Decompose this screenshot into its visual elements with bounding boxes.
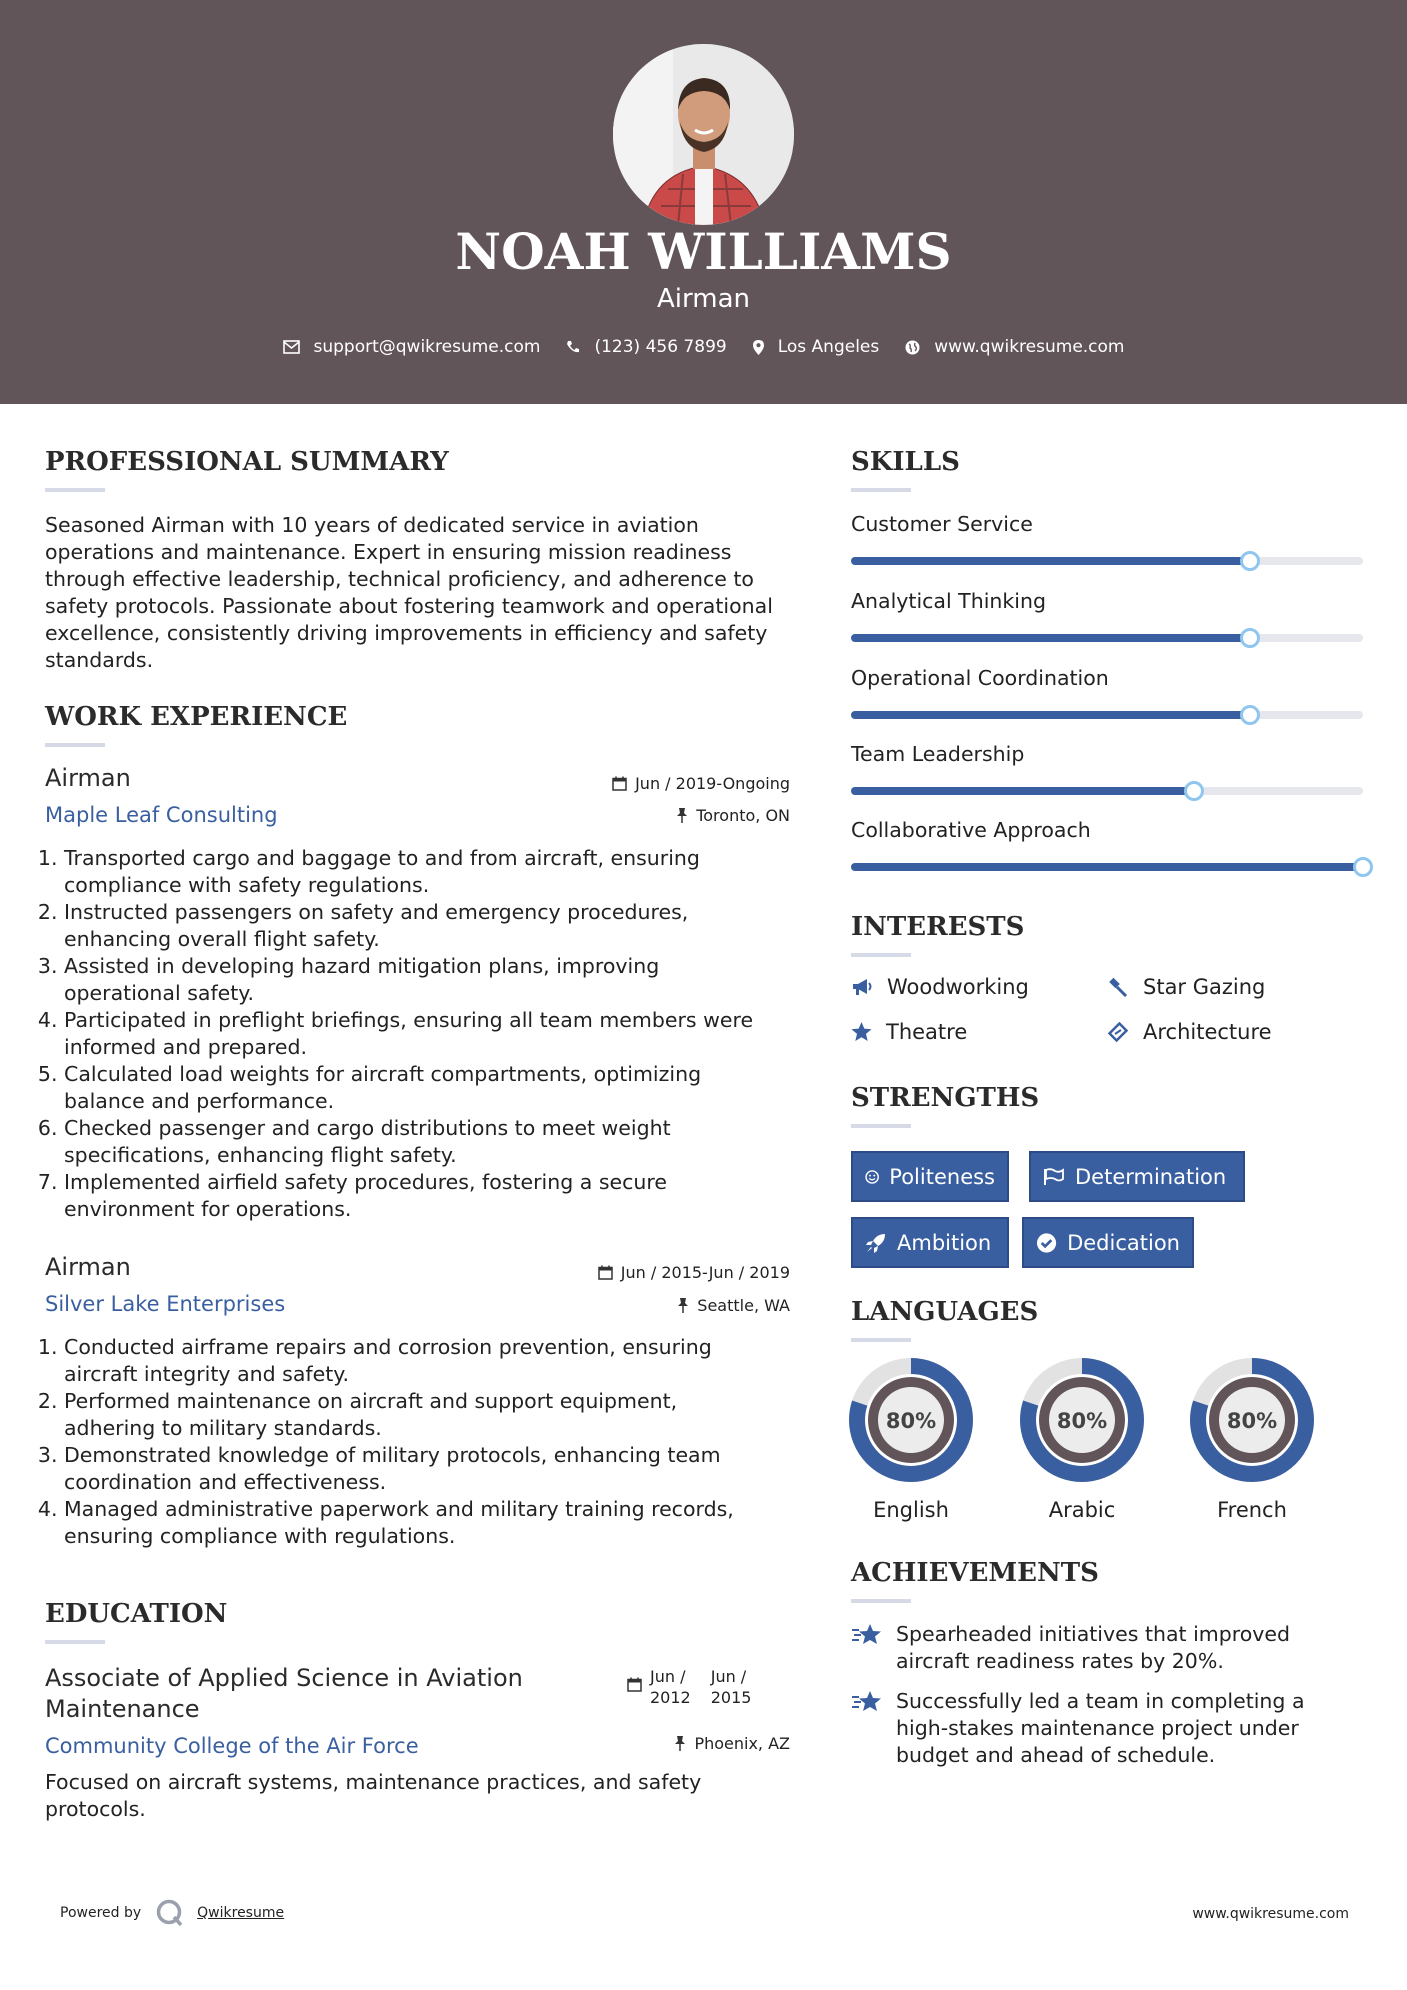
skill-bar-fill <box>851 634 1250 642</box>
job-location-text: Toronto, ON <box>696 806 790 825</box>
list-item <box>64 1007 805 1061</box>
skill-bar-knob <box>1353 857 1373 877</box>
star-badge-icon <box>851 1688 884 1716</box>
bullet-line: compliance with safety regulations. <box>64 873 430 897</box>
skill-bar-fill <box>851 711 1250 719</box>
language-name: Arabic <box>1048 1498 1116 1522</box>
language-percent: 80% <box>885 1409 937 1433</box>
achievements-heading: ACHIEVEMENTS <box>851 1558 1099 1588</box>
summary-line: safety protocols. Passionate about fostering teamwork and operational <box>45 594 773 618</box>
education-desc-line: protocols. <box>45 1797 146 1821</box>
bullet-line: coordination and effectiveness. <box>64 1470 387 1494</box>
summary-line: Seasoned Airman with 10 years of dedicated service in aviation <box>45 513 699 537</box>
calendar-icon <box>627 1677 642 1692</box>
list-item <box>64 1388 805 1442</box>
strength-label: Ambition <box>897 1230 992 1255</box>
list-item <box>64 1496 805 1550</box>
education-start-year: 2012 <box>650 1688 691 1707</box>
skill-bar-track <box>851 711 1363 719</box>
company-name: Maple Leaf Consulting <box>45 803 278 827</box>
bullet-line: Instructed passengers on safety and emergency procedures, <box>64 900 689 924</box>
degree-line: Maintenance <box>45 1695 200 1723</box>
interest-label: Architecture <box>1143 1020 1272 1044</box>
skills-heading: SKILLS <box>851 447 960 477</box>
education-end-year: 2015 <box>710 1688 752 1707</box>
list-item <box>64 1334 805 1388</box>
bullet-line: informed and prepared. <box>64 1035 308 1059</box>
education-desc-line: Focused on aircraft systems, maintenance practices, and safety <box>45 1770 702 1794</box>
languages-heading: LANGUAGES <box>851 1297 1039 1327</box>
interest-label: Theatre <box>886 1020 968 1044</box>
job-dates-text: Jun / 2015-Jun / 2019 <box>620 1263 790 1282</box>
list-item <box>64 845 805 899</box>
strength-badge <box>1029 1151 1245 1202</box>
summary-text <box>45 512 805 674</box>
skill-name: Customer Service <box>851 512 1033 536</box>
summary-line: excellence, consistently driving improvements in efficiency and safety <box>45 621 768 645</box>
summary-rule <box>45 488 105 492</box>
contact-location <box>753 337 880 357</box>
map-pin-icon <box>753 340 764 355</box>
qwikresume-logo-icon <box>155 1898 185 1928</box>
degree-title <box>45 1663 523 1725</box>
megaphone-icon <box>851 977 873 997</box>
ticket-icon <box>1107 1022 1129 1042</box>
bullet-line: Checked passenger and cargo distributions to meet weight <box>64 1116 671 1140</box>
job-bullets <box>45 845 805 1223</box>
skill-bar-track <box>851 787 1363 795</box>
skill-name: Analytical Thinking <box>851 589 1046 613</box>
list-item <box>64 1115 805 1169</box>
strength-label: Dedication <box>1067 1230 1180 1255</box>
achievement-line: Spearheaded initiatives that improved <box>896 1622 1291 1646</box>
language-item <box>1190 1358 1314 1522</box>
skill-bar-knob <box>1184 781 1204 801</box>
bullet-line: balance and performance. <box>64 1089 335 1113</box>
education-rule <box>45 1640 105 1644</box>
interests-heading: INTERESTS <box>851 912 1025 942</box>
skill-bar-knob <box>1240 705 1260 725</box>
skill-bar-fill <box>851 557 1250 565</box>
list-item <box>64 1442 805 1496</box>
pushpin-icon <box>676 808 688 823</box>
language-percent: 80% <box>1226 1409 1278 1433</box>
skill-bar-fill <box>851 863 1363 871</box>
contact-website-text: www.qwikresume.com <box>934 337 1125 357</box>
language-name: French <box>1217 1498 1287 1522</box>
education-location-text: Phoenix, AZ <box>694 1734 790 1753</box>
skill-name: Team Leadership <box>851 742 1025 766</box>
bullet-line: Conducted airframe repairs and corrosion prevention, ensuring <box>64 1335 712 1359</box>
job-dates <box>598 1263 790 1282</box>
language-item <box>1020 1358 1144 1522</box>
bullet-line: Transported cargo and baggage to and from aircraft, ensuring <box>64 846 700 870</box>
contact-phone[interactable] <box>566 337 726 357</box>
summary-line: standards. <box>45 648 154 672</box>
strengths-rule <box>851 1124 911 1128</box>
bullet-line: Demonstrated knowledge of military protocols, enhancing team <box>64 1443 721 1467</box>
language-ring <box>849 1358 973 1482</box>
company-name: Silver Lake Enterprises <box>45 1292 286 1316</box>
language-ring <box>1020 1358 1144 1482</box>
bullet-line: ensuring compliance with regulations. <box>64 1524 456 1548</box>
contact-email[interactable] <box>283 337 541 357</box>
star-badge-icon <box>851 1621 884 1649</box>
bullet-line: environment for operations. <box>64 1197 352 1221</box>
skill-bar-track <box>851 634 1363 642</box>
list-item <box>64 899 805 953</box>
bullet-line: Assisted in developing hazard mitigation plans, improving <box>64 954 660 978</box>
degree-line: Associate of Applied Science in Aviation <box>45 1664 523 1692</box>
achievement-line: Successfully led a team in completing a <box>896 1689 1305 1713</box>
summary-line: operations and maintenance. Expert in ensuring mission readiness <box>45 540 732 564</box>
profile-photo <box>613 44 794 225</box>
footer-branding <box>60 1898 284 1928</box>
bullet-line: aircraft integrity and safety. <box>64 1362 349 1386</box>
bullet-line: Performed maintenance on aircraft and support equipment, <box>64 1389 678 1413</box>
flag-icon <box>1043 1168 1065 1186</box>
skills-rule <box>851 488 911 492</box>
achievement-item <box>851 1688 1305 1769</box>
bullet-line: Calculated load weights for aircraft compartments, optimizing <box>64 1062 702 1086</box>
experience-heading: WORK EXPERIENCE <box>45 702 348 732</box>
education-dates <box>627 1666 751 1708</box>
check-circle-icon <box>1036 1232 1057 1254</box>
brand-link[interactable]: Qwikresume <box>197 1905 285 1921</box>
job-location-text: Seattle, WA <box>697 1296 790 1315</box>
contact-website[interactable] <box>905 337 1124 357</box>
skill-bar-knob <box>1240 551 1260 571</box>
pushpin-icon <box>674 1736 686 1751</box>
experience-rule <box>45 743 105 747</box>
gavel-icon <box>1107 977 1129 997</box>
smile-icon <box>865 1167 879 1187</box>
contact-location-text: Los Angeles <box>777 337 880 357</box>
strengths-heading: STRENGTHS <box>851 1083 1040 1113</box>
calendar-icon <box>612 776 627 791</box>
bullet-line: enhancing overall flight safety. <box>64 927 380 951</box>
envelope-icon <box>283 340 300 354</box>
language-item <box>849 1358 973 1522</box>
job-bullets <box>45 1334 805 1550</box>
interest-label: Woodworking <box>887 975 1029 999</box>
candidate-name: NOAH WILLIAMS <box>455 222 952 281</box>
bullet-line: specifications, enhancing flight safety. <box>64 1143 457 1167</box>
language-name: English <box>873 1498 949 1522</box>
contact-phone-text: (123) 456 7899 <box>594 337 727 357</box>
education-start-month: Jun / <box>650 1667 686 1686</box>
list-item <box>64 1169 805 1223</box>
resume-header <box>0 0 1407 404</box>
education-location <box>674 1734 790 1753</box>
rocket-icon <box>865 1232 887 1254</box>
education-heading: EDUCATION <box>45 1599 228 1629</box>
interest-item <box>1107 1020 1272 1044</box>
list-item <box>64 953 805 1007</box>
interest-item <box>851 1020 967 1044</box>
candidate-title: Airman <box>657 284 750 314</box>
skill-bar-track <box>851 557 1363 565</box>
job-title: Airman <box>45 764 131 792</box>
strength-badge <box>851 1217 1009 1268</box>
achievement-line: budget and ahead of schedule. <box>896 1743 1216 1767</box>
skill-name: Collaborative Approach <box>851 818 1091 842</box>
summary-heading: PROFESSIONAL SUMMARY <box>45 447 449 477</box>
language-percent: 80% <box>1056 1409 1108 1433</box>
education-description <box>45 1769 805 1823</box>
achievement-line: high-stakes maintenance project under <box>896 1716 1299 1740</box>
skill-bar-track <box>851 863 1363 871</box>
bullet-line: operational safety. <box>64 981 255 1005</box>
interests-rule <box>851 953 911 957</box>
strength-badge <box>1022 1217 1194 1268</box>
skill-bar-fill <box>851 787 1194 795</box>
language-ring <box>1190 1358 1314 1482</box>
strength-label: Politeness <box>889 1164 995 1189</box>
bullet-line: adhering to military standards. <box>64 1416 382 1440</box>
skill-name: Operational Coordination <box>851 666 1109 690</box>
star-icon <box>851 1022 872 1042</box>
summary-line: through effective leadership, technical proficiency, and adherence to <box>45 567 754 591</box>
pushpin-icon <box>677 1298 689 1313</box>
job-dates <box>612 774 790 793</box>
strength-badge <box>851 1151 1009 1202</box>
skill-bar-knob <box>1240 628 1260 648</box>
footer-website[interactable]: www.qwikresume.com <box>1192 1906 1349 1922</box>
calendar-icon <box>598 1265 613 1280</box>
languages-rule <box>851 1338 911 1342</box>
globe-icon <box>905 340 920 355</box>
achievement-item <box>851 1621 1290 1675</box>
achievements-rule <box>851 1599 911 1603</box>
contact-bar <box>0 337 1407 357</box>
education-end-month: Jun / <box>710 1667 747 1686</box>
interest-item <box>851 975 1029 999</box>
interest-label: Star Gazing <box>1143 975 1266 999</box>
bullet-line: Managed administrative paperwork and military training records, <box>64 1497 734 1521</box>
job-title: Airman <box>45 1253 131 1281</box>
bullet-line: Participated in preflight briefings, ensuring all team members were <box>64 1008 754 1032</box>
job-location <box>677 1296 790 1315</box>
phone-icon <box>566 340 580 354</box>
achievement-line: aircraft readiness rates by 20%. <box>896 1649 1224 1673</box>
strength-label: Determination <box>1075 1164 1227 1189</box>
school-name: Community College of the Air Force <box>45 1734 419 1758</box>
contact-email-text: support@qwikresume.com <box>313 337 541 357</box>
powered-by-text: Powered by <box>60 1905 142 1921</box>
job-dates-text: Jun / 2019-Ongoing <box>635 774 790 793</box>
interest-item <box>1107 975 1265 999</box>
bullet-line: Implemented airfield safety procedures, fostering a secure <box>64 1170 667 1194</box>
list-item <box>64 1061 805 1115</box>
job-location <box>676 806 790 825</box>
